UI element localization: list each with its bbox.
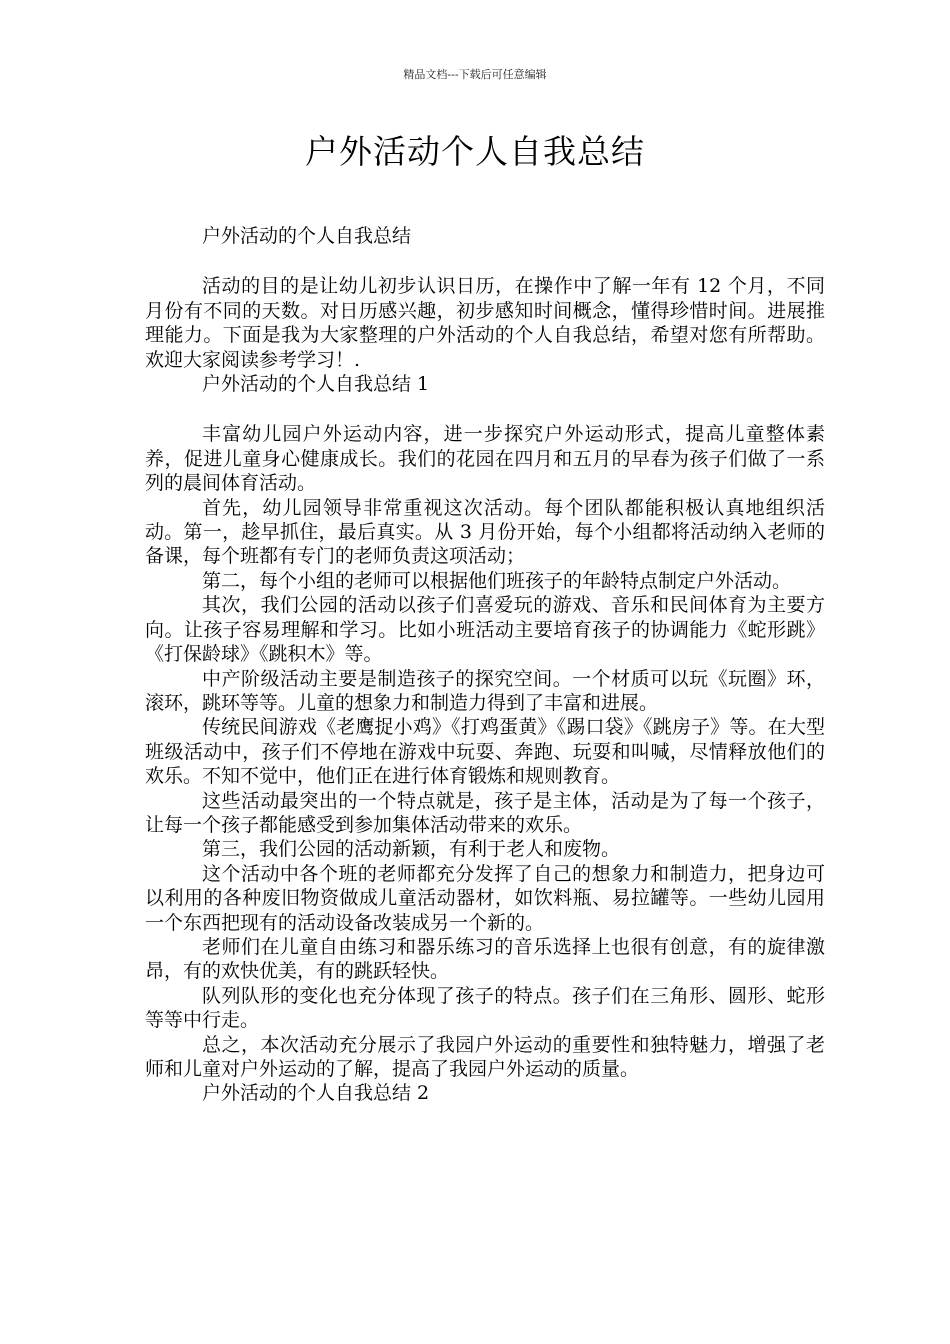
body-paragraph: 这个活动中各个班的老师都充分发挥了自己的想象力和制造力，把身边可以利用的各种废旧物资做成儿童活动器材，如饮料瓶、易拉罐等。一些幼儿园用一个东西把现有的活动设备改装成另一个新的。 (145, 862, 825, 934)
body-paragraph: 总之，本次活动充分展示了我园户外运动的重要性和独特魅力，增强了老师和儿童对户外运动的了解，提高了我园户外运动的质量。 (145, 1033, 825, 1080)
body-paragraph: 活动的目的是让幼儿初步认识日历，在操作中了解一年有 12 个月，不同月份有不同的天数。对日历感兴趣，初步感知时间概念，懂得珍惜时间。进展推理能力。下面是我为大家整理的户外活动的个人自我总结，希望对您有所帮助。欢迎大家阅读参考学习！. (145, 275, 825, 371)
subtitle-paragraph: 户外活动的个人自我总结 (202, 225, 412, 247)
body-paragraph: 这些活动最突出的一个特点就是，孩子是主体，活动是为了每一个孩子，让每一个孩子都能感受到参加集体活动带来的欢乐。 (145, 789, 825, 836)
document-body (145, 224, 825, 1106)
body-paragraph: 队列队形的变化也充分体现了孩子的特点。孩子们在三角形、圆形、蛇形等等中行走。 (145, 984, 825, 1032)
body-paragraph: 传统民间游戏《老鹰捉小鸡》《打鸡蛋黄》《踢口袋》《跳房子》等。在大型班级活动中，孩子们不停地在游戏中玩耍、奔跑、玩耍和叫喊，尽情释放他们的欢乐。不知不觉中，他们正在进行体育锻炼和规则教育。 (145, 716, 825, 788)
body-paragraph: 丰富幼儿园户外运动内容，进一步探究户外运动形式，提高儿童整体素养，促进儿童身心健康成长。我们的花园在四月和五月的早春为孩子们做了一系列的晨间体育活动。 (145, 423, 825, 495)
body-paragraph: 首先，幼儿园领导非常重视这次活动。每个团队都能积极认真地组织活动。第一，趁早抓住，最后真实。从 3 月份开始，每个小组都将活动纳入老师的备课，每个班都有专门的老师负责这项活动； (145, 496, 825, 568)
section-heading: 户外活动的个人自我总结 1 (202, 373, 430, 396)
body-paragraph: 第三，我们公园的活动新颖，有利于老人和废物。 (202, 838, 621, 861)
body-paragraph: 第二，每个小组的老师可以根据他们班孩子的年龄特点制定户外活动。 (202, 569, 792, 592)
body-paragraph: 其次，我们公园的活动以孩子们喜爱玩的游戏、音乐和民间体育为主要方向。让孩子容易理解和学习。比如小班活动主要培育孩子的协调能力《蛇形跳》《打保龄球》《跳积木》等。 (145, 594, 825, 666)
header-note: 精品文档---下载后可任意编辑 (403, 68, 547, 81)
section-heading: 户外活动的个人自我总结 2 (202, 1082, 430, 1105)
body-paragraph: 老师们在儿童自由练习和器乐练习的音乐选择上也很有创意，有的旋律激昂，有的欢快优美，有的跳跃轻快。 (145, 935, 825, 983)
body-paragraph: 中产阶级活动主要是制造孩子的探究空间。一个材质可以玩《玩圈》环，滚环，跳环等等。儿童的想象力和制造力得到了丰富和进展。 (145, 667, 825, 714)
document-title: 户外活动个人自我总结 (305, 132, 645, 171)
